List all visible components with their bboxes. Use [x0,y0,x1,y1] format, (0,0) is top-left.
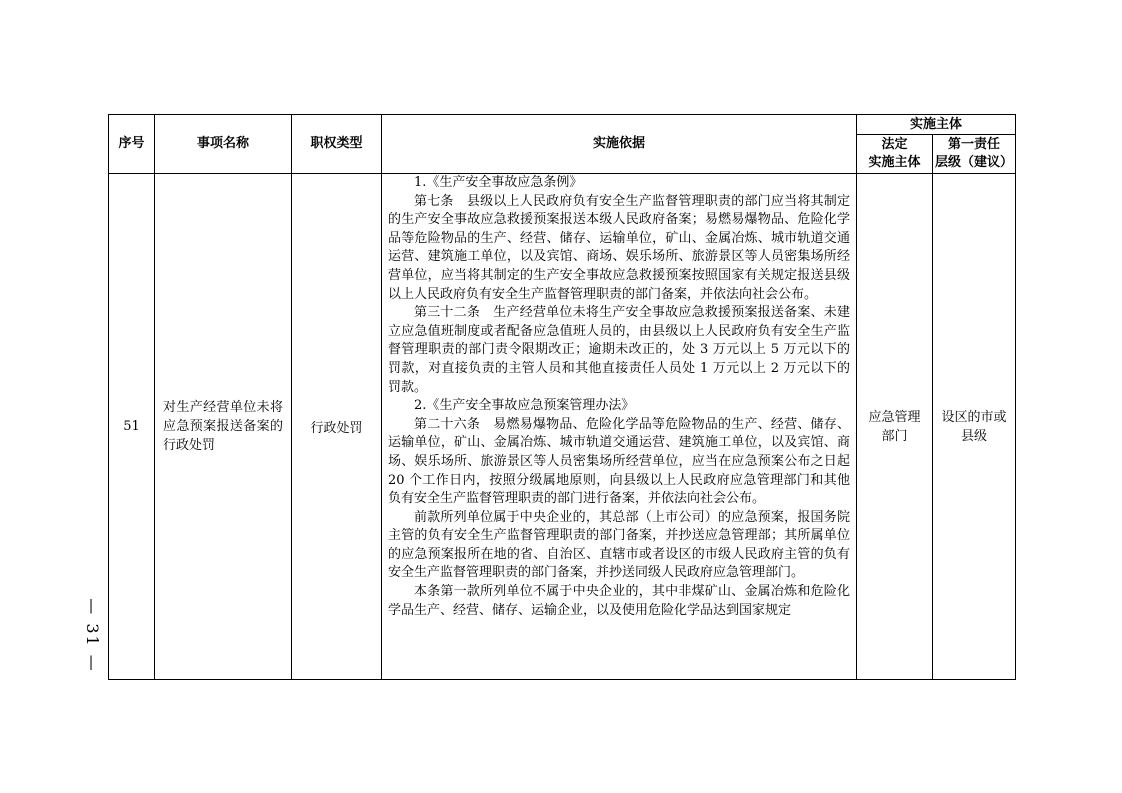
basis-paragraph: 本条第一款所列单位不属于中央企业的，其中非煤矿山、金属冶炼和危险化学品生产、经营、储存、运输企业，以及使用危险化学品达到国家规定 [388,584,850,618]
basis-paragraph: 1.《生产安全事故应急条例》 [414,175,583,190]
header-seq: 序号 [109,115,155,174]
header-legal-subject [857,135,933,174]
header-subject-group: 实施主体 [857,115,1016,135]
basis-paragraph: 第二十六条 易燃易爆物品、危险化学品等危险物品的生产、经营、储存、运输单位，矿山、金属冶炼、城市轨道交通运营、建筑施工单位，以及宾馆、商场、娱乐场所、旅游景区等人员密集场所经营单位，应当在应急预案公布之日起 20 个工作日内，按照分级属地原则，向县级以上人民政府应急管理部门和其他负有安全生产监督管理职责的部门进行备案，并依法向社会公布。 [388,416,850,507]
authority-table [108,114,1016,680]
header-first-responsible [933,135,1016,174]
header-basis: 实施依据 [382,115,857,174]
header-power-type: 职权类型 [292,115,382,174]
header-item-name: 事项名称 [155,115,292,174]
header-legal-subject-line1: 法定 [881,137,908,152]
basis-paragraph: 第七条 县级以上人民政府负有安全生产监督管理职责的部门应当将其制定的生产安全事故应急救援预案报送本级人民政府备案；易燃易爆物品、危险化学品等危险物品的生产、经营、储存、运输单位，矿山、金属冶炼、城市轨道交通运营、建筑施工单位，以及宾馆、商场、娱乐场所、旅游景区等人员密集场所经营单位，应当将其制定的生产安全事故应急救援预案按照国家有关规定报送县级以上人民政府负有安全生产监督管理职责的部门备案，并依法向社会公布。 [388,193,850,302]
cell-legal-subject: 应急管理部门 [857,174,933,680]
page-number [72,590,112,680]
table-row [109,174,1016,680]
cell-basis [382,174,857,680]
header-legal-subject-line2: 实施主体 [868,155,921,170]
cell-item-name: 对生产经营单位未将应急预案报送备案的行政处罚 [155,174,292,680]
basis-paragraph: 2.《生产安全事故应急预案管理办法》 [414,398,635,414]
cell-seq: 51 [109,174,155,680]
cell-power-type: 行政处罚 [292,174,382,680]
basis-paragraph: 第三十二条 生产经营单位未将生产安全事故应急救援预案报送备案、未建立应急值班制度或者配备应急值班人员的，由县级以上人民政府负有安全生产监督管理职责的部门责令限期改正；逾期未改正的，处 3 万元以上 5 万元以下的罚款，对直接负责的主管人员和其他直接责任人员处 1 万元以上 2 万元以下的罚款。 [388,305,850,395]
header-first-responsible-line2: 层级（建议） [935,155,1014,170]
basis-paragraph: 前款所列单位属于中央企业的，其总部（上市公司）的应急预案，报国务院主管的负有安全生产监督管理职责的部门备案，并抄送应急管理部；其所属单位的应急预案报所在地的省、自治区、直辖市或者设区的市级人民政府主管的负有安全生产监督管理职责的部门备案，并抄送同级人民政府应急管理部门。 [388,509,850,581]
page-number-text: — 31 — [82,597,102,673]
cell-first-responsible: 设区的市或县级 [933,174,1016,680]
header-first-responsible-line1: 第一责任 [948,137,1001,152]
